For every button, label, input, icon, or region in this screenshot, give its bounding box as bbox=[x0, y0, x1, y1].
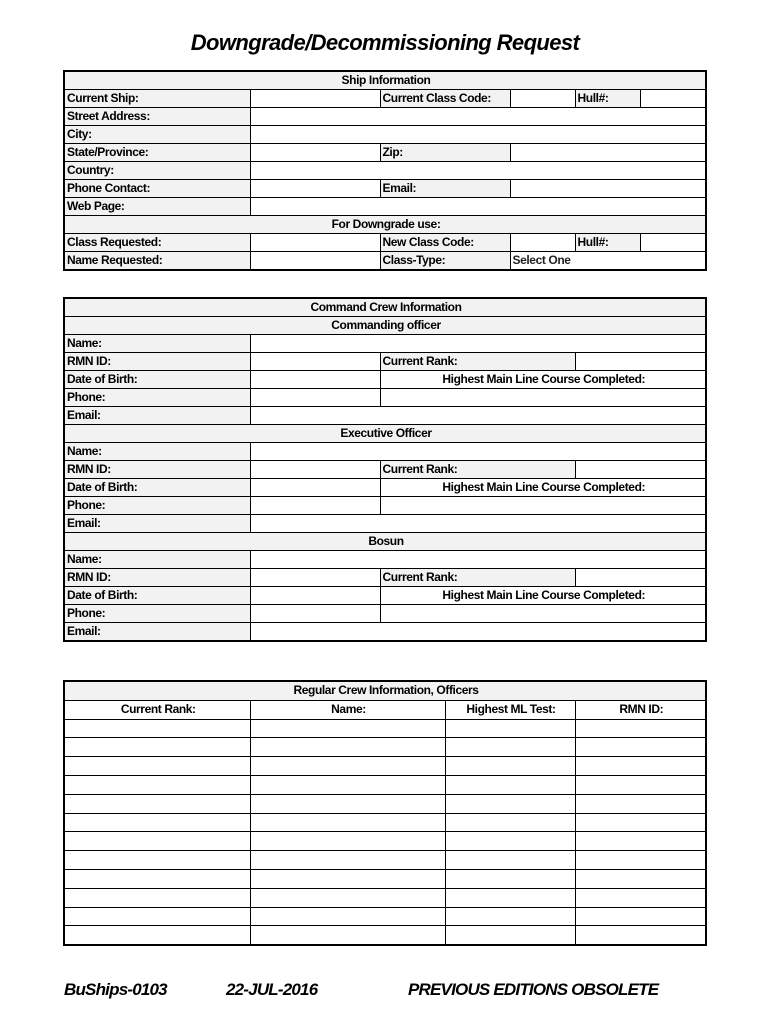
crew-name-cell[interactable] bbox=[250, 757, 445, 776]
table-row bbox=[64, 851, 706, 870]
bosun-current-rank-label: Current Rank: bbox=[380, 569, 575, 587]
current-ship-input[interactable] bbox=[250, 90, 380, 108]
email-label: Email: bbox=[380, 180, 510, 198]
class-type-label: Class-Type: bbox=[380, 252, 510, 271]
crew-rank-cell[interactable] bbox=[64, 907, 250, 926]
bosun-phone-label: Phone: bbox=[64, 605, 250, 623]
table-row bbox=[64, 813, 706, 832]
form-id: BuShips-0103 bbox=[64, 980, 167, 999]
table-row bbox=[64, 719, 706, 738]
crew-rank-cell[interactable] bbox=[64, 851, 250, 870]
bosun-rmn-id-label: RMN ID: bbox=[64, 569, 250, 587]
crew-rmn-id-cell[interactable] bbox=[575, 719, 706, 738]
hull-input-2[interactable] bbox=[640, 234, 706, 252]
page-title: Downgrade/Decommissioning Request bbox=[190, 30, 580, 55]
table-row bbox=[64, 907, 706, 926]
crew-ml-test-cell[interactable] bbox=[445, 926, 575, 945]
table-row bbox=[64, 794, 706, 813]
crew-ml-test-cell[interactable] bbox=[445, 719, 575, 738]
co-email-label: Email: bbox=[64, 407, 250, 425]
crew-ml-test-cell[interactable] bbox=[445, 851, 575, 870]
state-province-input[interactable] bbox=[250, 144, 380, 162]
bosun-name-input[interactable] bbox=[250, 551, 706, 569]
co-name-label: Name: bbox=[64, 335, 250, 353]
country-label: Country: bbox=[64, 162, 250, 180]
co-name-input[interactable] bbox=[250, 335, 706, 353]
crew-rmn-id-cell[interactable] bbox=[575, 775, 706, 794]
hull-label: Hull#: bbox=[575, 90, 640, 108]
xo-name-input[interactable] bbox=[250, 443, 706, 461]
co-rmn-id-input[interactable] bbox=[250, 353, 380, 371]
bosun-email-input[interactable] bbox=[250, 623, 706, 642]
name-requested-label: Name Requested: bbox=[64, 252, 250, 271]
crew-ml-test-cell[interactable] bbox=[445, 738, 575, 757]
crew-rank-cell[interactable] bbox=[64, 832, 250, 851]
class-requested-input[interactable] bbox=[250, 234, 380, 252]
table-row bbox=[64, 926, 706, 945]
crew-name-cell[interactable] bbox=[250, 738, 445, 757]
xo-email-input[interactable] bbox=[250, 515, 706, 533]
crew-name-cell[interactable] bbox=[250, 832, 445, 851]
xo-dob-label: Date of Birth: bbox=[64, 479, 250, 497]
xo-dob-input[interactable] bbox=[250, 479, 380, 497]
city-input[interactable] bbox=[250, 126, 706, 144]
crew-name-cell[interactable] bbox=[250, 888, 445, 907]
executive-officer-title: Executive Officer bbox=[64, 425, 706, 443]
table-row bbox=[64, 888, 706, 907]
xo-rmn-id-input[interactable] bbox=[250, 461, 380, 479]
name-requested-input[interactable] bbox=[250, 252, 380, 271]
country-input[interactable] bbox=[250, 162, 706, 180]
ship-section-title: Ship Information bbox=[64, 71, 706, 90]
crew-name-cell[interactable] bbox=[250, 775, 445, 794]
crew-rank-cell[interactable] bbox=[64, 719, 250, 738]
web-page-label: Web Page: bbox=[64, 198, 250, 216]
crew-rank-cell[interactable] bbox=[64, 888, 250, 907]
crew-rmn-id-cell[interactable] bbox=[575, 794, 706, 813]
bosun-email-label: Email: bbox=[64, 623, 250, 642]
zip-label: Zip: bbox=[380, 144, 510, 162]
regular-crew-table bbox=[63, 680, 707, 946]
crew-name-cell[interactable] bbox=[250, 869, 445, 888]
phone-contact-label: Phone Contact: bbox=[64, 180, 250, 198]
web-page-input[interactable] bbox=[250, 198, 706, 216]
obsolete-notice: PREVIOUS EDITIONS OBSOLETE bbox=[408, 980, 659, 999]
current-class-code-input[interactable] bbox=[510, 90, 575, 108]
table-row bbox=[64, 832, 706, 851]
xo-phone-input[interactable] bbox=[250, 497, 380, 515]
hull-input[interactable] bbox=[640, 90, 706, 108]
co-course-input[interactable] bbox=[380, 389, 706, 407]
crew-ml-test-cell[interactable] bbox=[445, 907, 575, 926]
crew-rank-cell[interactable] bbox=[64, 794, 250, 813]
crew-name-cell[interactable] bbox=[250, 851, 445, 870]
crew-name-cell[interactable] bbox=[250, 719, 445, 738]
crew-section-title: Regular Crew Information, Officers bbox=[64, 681, 706, 700]
bosun-phone-input[interactable] bbox=[250, 605, 380, 623]
crew-name-cell[interactable] bbox=[250, 926, 445, 945]
crew-ml-test-cell[interactable] bbox=[445, 888, 575, 907]
commanding-officer-title: Commanding officer bbox=[64, 317, 706, 335]
xo-email-label: Email: bbox=[64, 515, 250, 533]
hull-label-2: Hull#: bbox=[575, 234, 640, 252]
co-dob-input[interactable] bbox=[250, 371, 380, 389]
crew-name-cell[interactable] bbox=[250, 794, 445, 813]
crew-ml-test-cell[interactable] bbox=[445, 775, 575, 794]
crew-ml-test-cell[interactable] bbox=[445, 832, 575, 851]
crew-rmn-id-cell[interactable] bbox=[575, 813, 706, 832]
xo-current-rank-label: Current Rank: bbox=[380, 461, 575, 479]
co-phone-input[interactable] bbox=[250, 389, 380, 407]
city-label: City: bbox=[64, 126, 250, 144]
bosun-dob-label: Date of Birth: bbox=[64, 587, 250, 605]
table-row bbox=[64, 738, 706, 757]
new-class-code-label: New Class Code: bbox=[380, 234, 510, 252]
column-header-rank: Current Rank: bbox=[64, 700, 250, 719]
current-ship-label: Current Ship: bbox=[64, 90, 250, 108]
bosun-course-label: Highest Main Line Course Completed: bbox=[380, 587, 706, 605]
crew-rank-cell[interactable] bbox=[64, 775, 250, 794]
email-input[interactable] bbox=[510, 180, 706, 198]
crew-name-cell[interactable] bbox=[250, 813, 445, 832]
xo-course-input[interactable] bbox=[380, 497, 706, 515]
crew-ml-test-cell[interactable] bbox=[445, 757, 575, 776]
crew-rmn-id-cell[interactable] bbox=[575, 926, 706, 945]
column-header-rmn-id: RMN ID: bbox=[575, 700, 706, 719]
street-address-label: Street Address: bbox=[64, 108, 250, 126]
crew-rmn-id-cell[interactable] bbox=[575, 757, 706, 776]
crew-rank-cell[interactable] bbox=[64, 813, 250, 832]
bosun-name-label: Name: bbox=[64, 551, 250, 569]
state-province-label: State/Province: bbox=[64, 144, 250, 162]
zip-input[interactable] bbox=[510, 144, 706, 162]
crew-rmn-id-cell[interactable] bbox=[575, 888, 706, 907]
co-phone-label: Phone: bbox=[64, 389, 250, 407]
phone-contact-input[interactable] bbox=[250, 180, 380, 198]
command-crew-table bbox=[63, 297, 707, 642]
xo-course-label: Highest Main Line Course Completed: bbox=[380, 479, 706, 497]
table-row bbox=[64, 775, 706, 794]
xo-name-label: Name: bbox=[64, 443, 250, 461]
co-email-input[interactable] bbox=[250, 407, 706, 425]
ship-information-table bbox=[63, 70, 707, 271]
crew-rank-cell[interactable] bbox=[64, 869, 250, 888]
crew-name-cell[interactable] bbox=[250, 907, 445, 926]
co-rmn-id-label: RMN ID: bbox=[64, 353, 250, 371]
co-current-rank-label: Current Rank: bbox=[380, 353, 575, 371]
new-class-code-input[interactable] bbox=[510, 234, 575, 252]
xo-phone-label: Phone: bbox=[64, 497, 250, 515]
crew-rmn-id-cell[interactable] bbox=[575, 832, 706, 851]
xo-current-rank-input[interactable] bbox=[575, 461, 706, 479]
column-header-name: Name: bbox=[250, 700, 445, 719]
crew-ml-test-cell[interactable] bbox=[445, 869, 575, 888]
table-row bbox=[64, 869, 706, 888]
command-section-title: Command Crew Information bbox=[64, 298, 706, 317]
class-requested-label: Class Requested: bbox=[64, 234, 250, 252]
bosun-course-input[interactable] bbox=[380, 605, 706, 623]
bosun-title: Bosun bbox=[64, 533, 706, 551]
current-class-code-label: Current Class Code: bbox=[380, 90, 510, 108]
bosun-current-rank-input[interactable] bbox=[575, 569, 706, 587]
crew-ml-test-cell[interactable] bbox=[445, 813, 575, 832]
xo-rmn-id-label: RMN ID: bbox=[64, 461, 250, 479]
class-type-select[interactable]: Select One bbox=[510, 252, 706, 271]
bosun-rmn-id-input[interactable] bbox=[250, 569, 380, 587]
crew-rank-cell[interactable] bbox=[64, 757, 250, 776]
crew-rank-cell[interactable] bbox=[64, 926, 250, 945]
crew-rmn-id-cell[interactable] bbox=[575, 907, 706, 926]
crew-rmn-id-cell[interactable] bbox=[575, 738, 706, 757]
street-address-input[interactable] bbox=[250, 108, 706, 126]
co-course-label: Highest Main Line Course Completed: bbox=[380, 371, 706, 389]
form-date: 22-JUL-2016 bbox=[226, 980, 318, 999]
co-current-rank-input[interactable] bbox=[575, 353, 706, 371]
crew-rmn-id-cell[interactable] bbox=[575, 851, 706, 870]
crew-rmn-id-cell[interactable] bbox=[575, 869, 706, 888]
table-row bbox=[64, 757, 706, 776]
bosun-dob-input[interactable] bbox=[250, 587, 380, 605]
downgrade-section-title: For Downgrade use: bbox=[64, 216, 706, 234]
crew-rank-cell[interactable] bbox=[64, 738, 250, 757]
column-header-ml-test: Highest ML Test: bbox=[445, 700, 575, 719]
co-dob-label: Date of Birth: bbox=[64, 371, 250, 389]
crew-ml-test-cell[interactable] bbox=[445, 794, 575, 813]
